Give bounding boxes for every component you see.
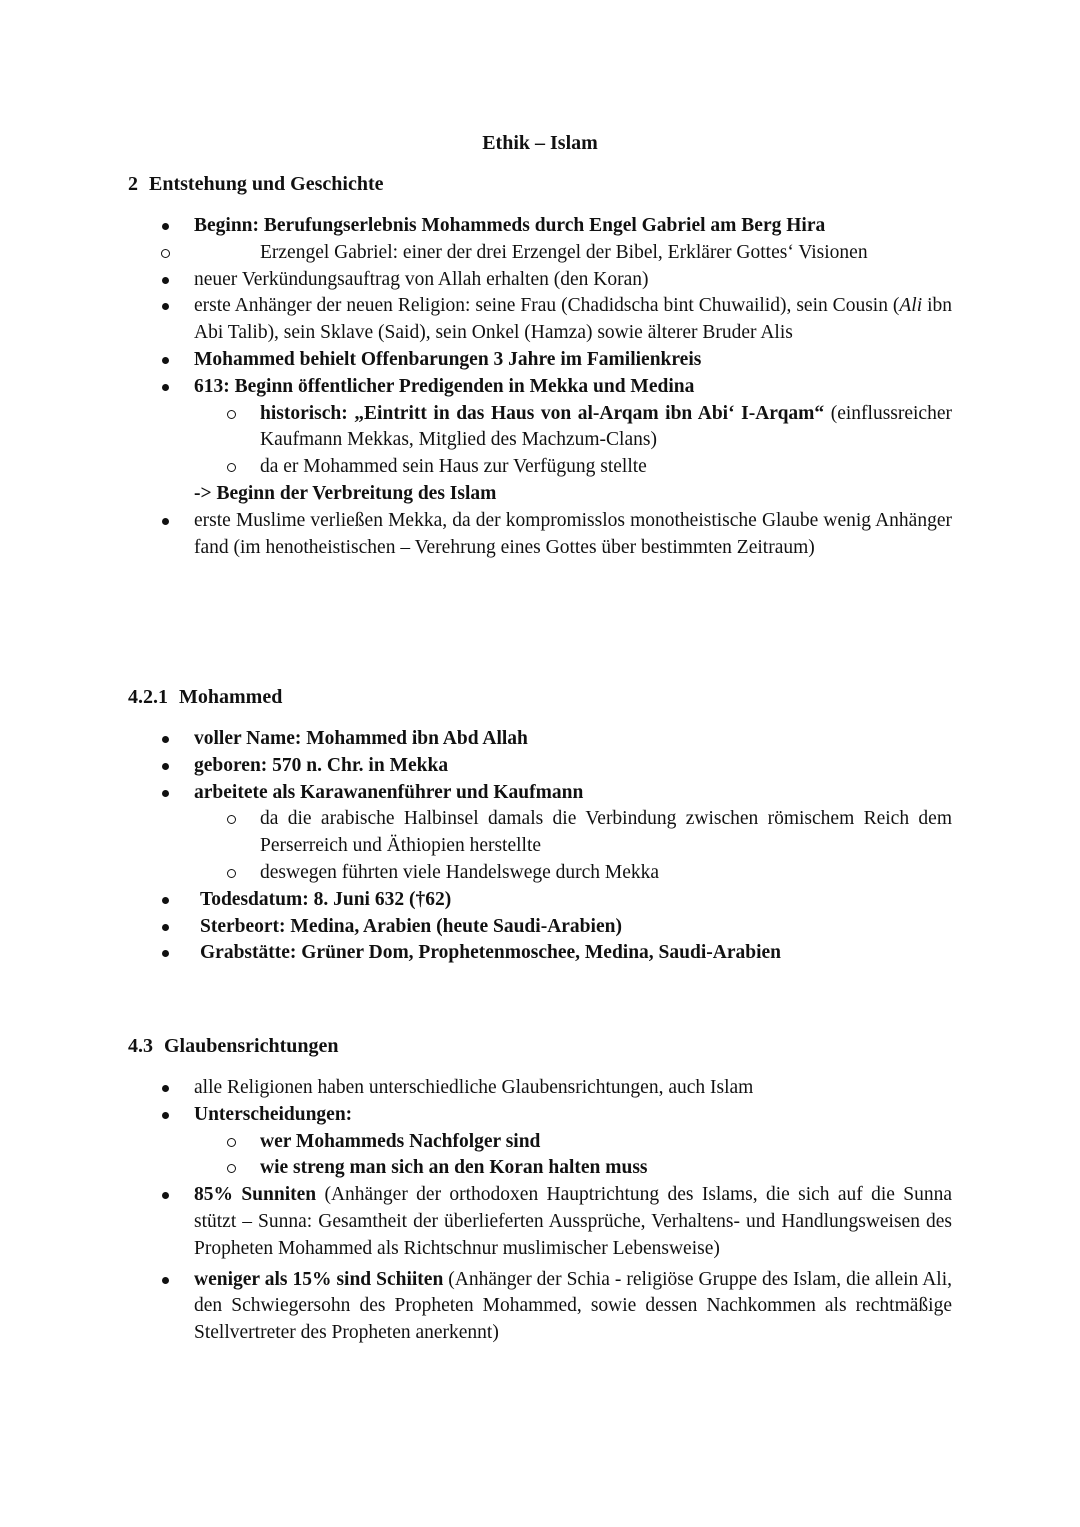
section-title: Mohammed <box>179 686 283 708</box>
sub-list <box>194 401 952 481</box>
sub-list-item <box>194 454 952 481</box>
sub-list-item <box>194 860 952 887</box>
list-item-text: Unterscheidungen: <box>194 1103 353 1125</box>
sub-list-item-text: deswegen führten viele Handelswege durch Mekka <box>260 861 660 883</box>
section-entstehung <box>128 171 952 561</box>
list-item <box>128 1267 952 1347</box>
sub-list-item-text: wer Mohammeds Nachfolger sind <box>260 1130 541 1152</box>
sub-list <box>194 806 952 886</box>
sub-list <box>194 1129 952 1183</box>
list-item-text: Mohammed behielt Offenbarungen 3 Jahre im Familienkreis <box>194 348 702 370</box>
arrow-line <box>128 481 952 508</box>
section-heading <box>128 1033 952 1059</box>
sub-list-item <box>194 1129 952 1156</box>
list-item <box>128 1182 952 1262</box>
section-mohammed <box>128 684 952 967</box>
section-glaubensrichtungen <box>128 1033 952 1347</box>
list-item-text: Sterbeort: Medina, Arabien (heute Saudi-Arabien) <box>200 915 622 937</box>
list-item <box>128 267 952 294</box>
list-item-text: (Anhänger der orthodoxen Hauptrichtung des Islams, die sich auf die Sunna stützt – Sunna: Gesamtheit der überlieferten Aussprüche, Verhaltens- und Handlungsweisen des Propheten Mohammed als Richtschnur muslimischer Lebensweise) <box>194 1184 952 1259</box>
list-item-text: 613: Beginn öffentlicher Predigenden in Mekka und Medina <box>194 375 695 397</box>
sub-list-item <box>194 806 952 860</box>
list-item-text: erste Muslime verließen Mekka, da der kompromisslos monotheistische Glaube wenig Anhänger fand (im henotheistischen – Verehrung eines Gottes über bestimmten Zeitraum) <box>194 509 952 558</box>
list-item-text: arbeitete als Karawanenführer und Kaufmann <box>194 781 584 803</box>
bullet-list <box>128 1075 952 1347</box>
section-title: Glaubensrichtungen <box>164 1035 339 1057</box>
list-item-text-italic: Ali <box>899 295 923 317</box>
document-title: Ethik – Islam <box>482 132 598 154</box>
sub-list-item-text: da er Mohammed sein Haus zur Verfügung stellte <box>260 456 647 478</box>
list-item <box>128 508 952 562</box>
list-item <box>128 213 952 267</box>
sub-list-item-text: Erzengel Gabriel: einer der drei Erzengel der Bibel, Erklärer Gottes‘ Visionen <box>260 241 868 263</box>
list-item-text-bold: weniger als 15% sind Schiiten <box>194 1268 444 1290</box>
list-item-text: ibn Abi Talib), sein Sklave (Said), sein Onkel (Hamza) sowie älterer Bruder Alis <box>194 295 953 344</box>
sub-list-item-text: wie streng man sich an den Koran halten muss <box>260 1157 648 1179</box>
list-item <box>128 780 952 887</box>
sub-list <box>128 240 952 267</box>
list-item <box>128 914 952 941</box>
sub-list-item <box>128 240 952 267</box>
list-item-text: (Anhänger der Schia - religiöse Gruppe des Islam, die allein Ali, den Schwiegersohn des Propheten Mohammed, sowie dessen Nachkommen als rechtmäßige Stellvertreter des Propheten anerkennt) <box>194 1268 952 1344</box>
section-number: 2 <box>128 173 138 195</box>
sub-list-item-text-bold: historisch: „Eintritt in das Haus von al-Arqam ibn Abi‘ I-Arqam“ <box>260 402 825 424</box>
sub-list-item-text: (einflussreicher Kaufmann Mekkas, Mitglied des Machzum-Clans) <box>260 402 952 451</box>
list-item <box>128 940 952 967</box>
sub-list-item-text: da die arabische Halbinsel damals die Verbindung zwischen römischem Reich dem Perserreich und Äthiopien herstellte <box>260 808 952 857</box>
sub-list-item <box>194 1155 952 1182</box>
list-item-text: voller Name: Mohammed ibn Abd Allah <box>194 728 528 749</box>
section-number: 4.3 <box>128 1035 153 1057</box>
section-number: 4.2.1 <box>128 686 168 708</box>
list-item-text: Todesdatum: 8. Juni 632 (†62) <box>200 888 452 910</box>
bullet-list <box>128 726 952 967</box>
list-item <box>128 726 952 753</box>
sub-list-item <box>194 401 952 455</box>
bullet-list <box>128 213 952 561</box>
section-title: Entstehung und Geschichte <box>149 173 384 195</box>
list-item-text: geboren: 570 n. Chr. in Mekka <box>194 754 449 776</box>
arrow-line-text: -> Beginn der Verbreitung des Islam <box>194 482 497 504</box>
section-heading <box>128 171 952 197</box>
list-item-text-bold: 85% Sunniten <box>194 1184 317 1206</box>
list-item <box>128 1102 952 1182</box>
list-item-text: Grabstätte: Grüner Dom, Prophetenmoschee, Medina, Saudi-Arabien <box>200 942 781 964</box>
list-item-text: neuer Verkündungsauftrag von Allah erhalten (den Koran) <box>194 268 649 290</box>
list-item <box>128 374 952 481</box>
list-item <box>128 293 952 347</box>
list-item <box>128 1075 952 1102</box>
section-heading <box>128 684 952 710</box>
list-item <box>128 347 952 374</box>
list-item-text: erste Anhänger der neuen Religion: seine Frau (Chadidscha bint Chuwailid), sein Cousin ( <box>194 295 900 317</box>
list-item-text: Beginn: Berufungserlebnis Mohammeds durch Engel Gabriel am Berg Hira <box>194 215 826 236</box>
list-item-text: alle Religionen haben unterschiedliche Glaubensrichtungen, auch Islam <box>194 1077 754 1098</box>
list-item <box>128 753 952 780</box>
list-item <box>128 887 952 914</box>
